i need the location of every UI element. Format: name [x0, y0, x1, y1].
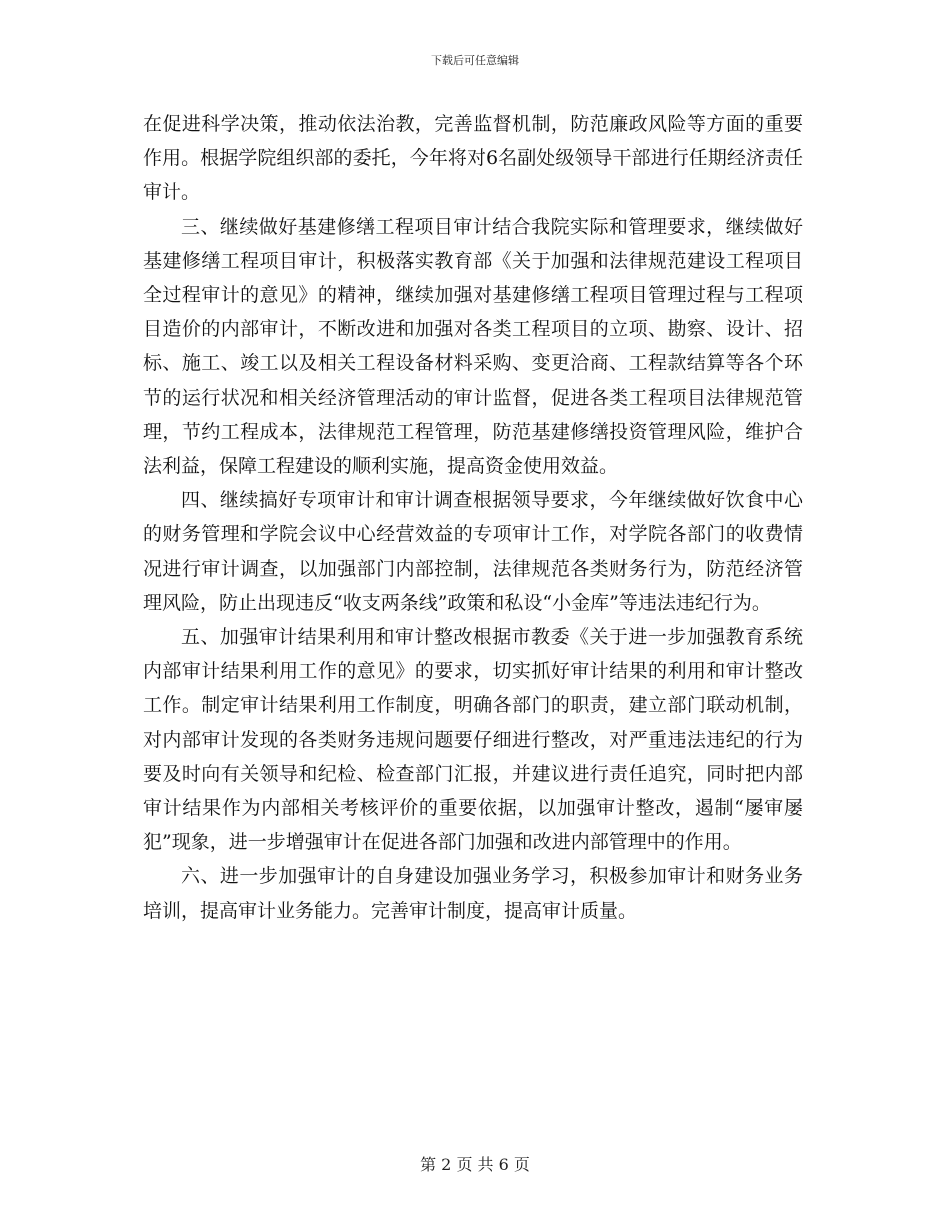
paragraph-section-5: 五、加强审计结果利用和审计整改根据市教委《关于进一步加强教育系统内部审计结果利用工作的意见》的要求，切实抓好审计结果的利用和审计整改工作。制定审计结果利用工作制度，明确各部门的职责，建立部门联动机制，对内部审计发现的各类财务违规问题要仔细进行整改，对严重违法违纪的行为要及时向有关领导和纪检、检查部门汇报，并建议进行责任追究，同时把内部审计结果作为内部相关考核评价的重要依据，以加强审计整改，遏制“屡审屡犯”现象，进一步增强审计在促进各部门加强和改进内部管理中的作用。	[143, 626, 803, 854]
page-header-note: 下载后可任意编辑	[431, 54, 519, 67]
document-body	[143, 107, 803, 928]
paragraph-section-6: 六、进一步加强审计的自身建设加强业务学习，积极参加审计和财务业务培训，提高审计业务能力。完善审计制度，提高审计质量。	[143, 865, 803, 922]
page-number-footer: 第 2 页 共 6 页	[420, 1155, 530, 1174]
paragraph-section-4: 四、继续搞好专项审计和审计调查根据领导要求，今年继续做好饮食中心的财务管理和学院会议中心经营效益的专项审计工作，对学院各部门的收费情况进行审计调查，以加强部门内部控制，法律规范各类财务行为，防范经济管理风险，防止出现违反“收支两条线”政策和私设“小金库”等违法违纪行为。	[143, 489, 803, 614]
paragraph-section-3: 三、继续做好基建修缮工程项目审计结合我院实际和管理要求，继续做好基建修缮工程项目审计，积极落实教育部《关于加强和法律规范建设工程项目全过程审计的意见》的精神，继续加强对基建修缮工程项目管理过程与工程项目造价的内部审计，不断改进和加强对各类工程项目的立项、勘察、设计、招标、施工、竣工以及相关工程设备材料采购、变更洽商、工程款结算等各个环节的运行状况和相关经济管理活动的审计监督，促进各类工程项目法律规范管理，节约工程成本，法律规范工程管理，防范基建修缮投资管理风险，维护合法利益，保障工程建设的顺利实施，提高资金使用效益。	[143, 215, 803, 478]
paragraph-continuation: 在促进科学决策，推动依法治教，完善监督机制，防范廉政风险等方面的重要作用。根据学院组织部的委托，今年将对6名副处级领导干部进行任期经济责任审计。	[143, 113, 803, 204]
